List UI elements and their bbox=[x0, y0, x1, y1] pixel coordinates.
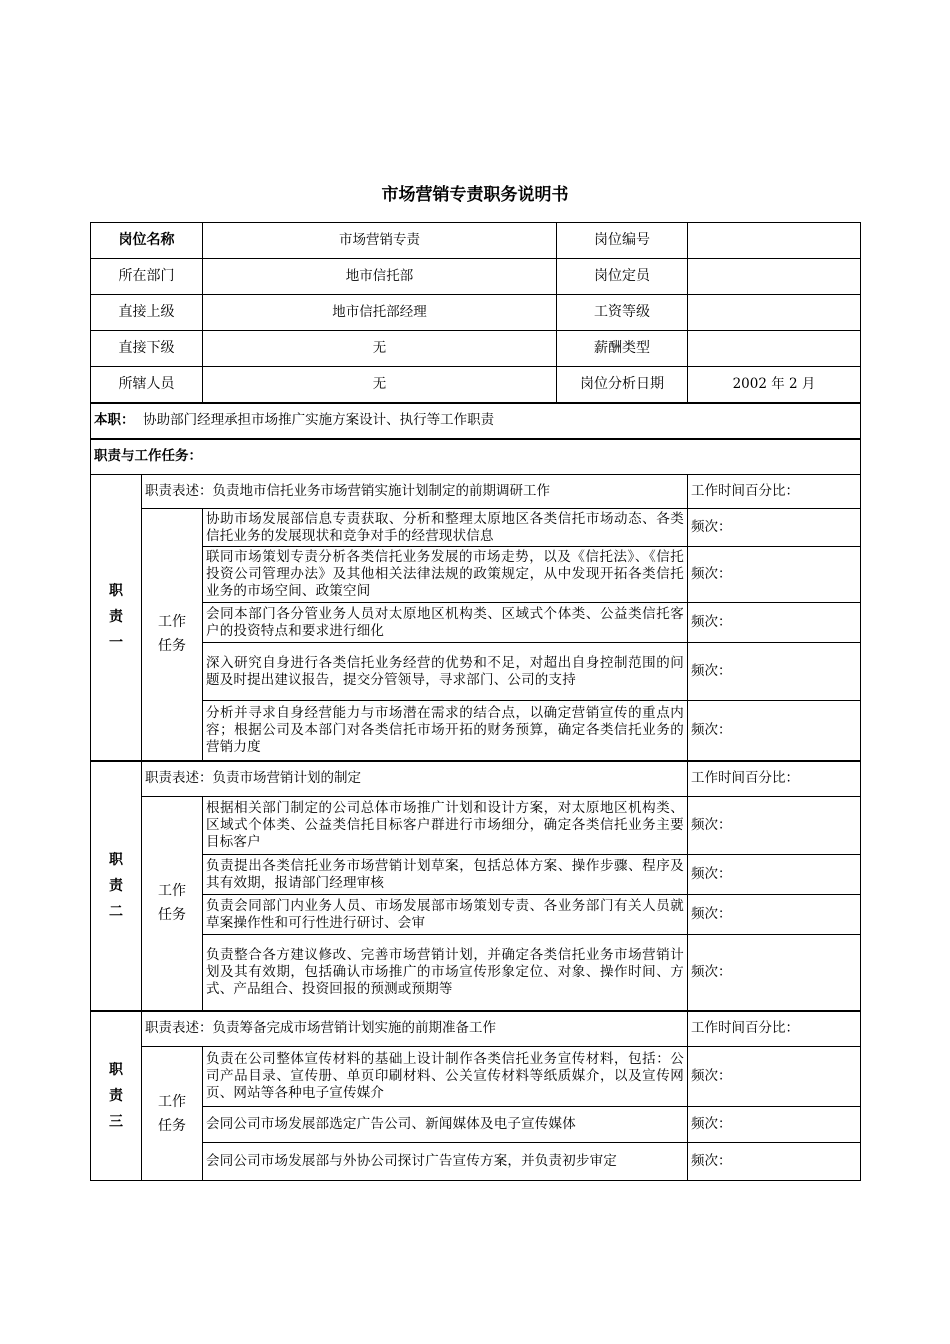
duty-1-desc: 职责表述：负责地市信托业务市场营销实施计划制定的前期调研工作 bbox=[142, 475, 688, 509]
job-name-label: 岗位名称 bbox=[91, 223, 203, 259]
duty-2-freq-2: 频次： bbox=[688, 855, 861, 895]
duty-2-label: 职 责 二 bbox=[91, 761, 142, 1011]
duty-2-time-pct: 工作时间百分比： bbox=[688, 761, 861, 797]
document-title: 市场营销专责职务说明书 bbox=[381, 185, 569, 205]
subordinate-label: 直接下级 bbox=[91, 331, 203, 367]
responsibilities-label: 职责与工作任务： bbox=[91, 439, 861, 475]
duty-2-task-4: 负责整合各方建议修改、完善市场营销计划，并确定各类信托业务市场营销计划及其有效期，包括确认市场推广的市场宣传形象定位、对象、操作时间、方式、产品组合、投资回报的预测或预期等 bbox=[203, 935, 688, 1011]
duty-3-task-3: 会同公司市场发展部与外协公司探讨广告宣传方案，并负责初步审定 bbox=[203, 1143, 688, 1181]
job-description-table bbox=[90, 222, 861, 1181]
duty-1-label: 职 责 一 bbox=[91, 475, 142, 761]
job-code-value bbox=[688, 223, 861, 259]
duty-3-freq-1: 频次： bbox=[688, 1047, 861, 1107]
duty-3-freq-2: 频次： bbox=[688, 1107, 861, 1143]
duty-2-task-3: 负责会同部门内业务人员、市场发展部市场策划专责、各业务部门有关人员就草案操作性和可行性进行研讨、会审 bbox=[203, 895, 688, 935]
pay-type-value bbox=[688, 331, 861, 367]
duty-2-freq-3: 频次： bbox=[688, 895, 861, 935]
quota-label: 岗位定员 bbox=[557, 259, 688, 295]
duty-3-desc: 职责表述：负责筹备完成市场营销计划实施的前期准备工作 bbox=[142, 1011, 688, 1047]
duty-1-freq-1: 频次： bbox=[688, 509, 861, 547]
superior-label: 直接上级 bbox=[91, 295, 203, 331]
quota-value bbox=[688, 259, 861, 295]
grade-label: 工资等级 bbox=[557, 295, 688, 331]
dept-label: 所在部门 bbox=[91, 259, 203, 295]
duty-3-task-2: 会同公司市场发展部选定广告公司、新闻媒体及电子宣传媒体 bbox=[203, 1107, 688, 1143]
duty-1-freq-5: 频次： bbox=[688, 701, 861, 761]
duty-1-time-pct: 工作时间百分比： bbox=[688, 475, 861, 509]
duty-3-freq-3: 频次： bbox=[688, 1143, 861, 1181]
duty-1-task-5: 分析并寻求自身经营能力与市场潜在需求的结合点，以确定营销宣传的重点内容；根据公司及本部门对各类信托市场开拓的财务预算，确定各类信托业务的营销力度 bbox=[203, 701, 688, 761]
analysis-date-value: 2002 年 2 月 bbox=[688, 367, 861, 403]
duty-3-task-1: 负责在公司整体宣传材料的基础上设计制作各类信托业务宣传材料，包括：公司产品目录、宣传册、单页印刷材料、公关宣传材料等纸质媒介，以及宣传网页、网站等各种电子宣传媒介 bbox=[203, 1047, 688, 1107]
duty-text: 协助部门经理承担市场推广实施方案设计、执行等工作职责 bbox=[143, 412, 495, 428]
duty-3-time-pct: 工作时间百分比： bbox=[688, 1011, 861, 1047]
pay-type-label: 薪酬类型 bbox=[557, 331, 688, 367]
subordinate-value: 无 bbox=[203, 331, 557, 367]
staff-label: 所辖人员 bbox=[91, 367, 203, 403]
duty-1-task-3: 会同本部门各分管业务人员对太原地区机构类、区域式个体类、公益类信托客户的投资特点和要求进行细化 bbox=[203, 603, 688, 643]
job-code-label: 岗位编号 bbox=[557, 223, 688, 259]
duty-2-task-1: 根据相关部门制定的公司总体市场推广计划和设计方案，对太原地区机构类、区域式个体类、公益类信托目标客户群进行市场细分，确定各类信托业务主要目标客户 bbox=[203, 797, 688, 855]
duty-2-desc: 职责表述：负责市场营销计划的制定 bbox=[142, 761, 688, 797]
duty-3-work-task-label: 工作 任务 bbox=[142, 1047, 203, 1181]
dept-value: 地市信托部 bbox=[203, 259, 557, 295]
duty-2-freq-1: 频次： bbox=[688, 797, 861, 855]
duty-1-work-task-label: 工作 任务 bbox=[142, 509, 203, 761]
duty-2-work-task-label: 工作 任务 bbox=[142, 797, 203, 1011]
duty-3-label: 职 责 三 bbox=[91, 1011, 142, 1181]
analysis-date-label: 岗位分析日期 bbox=[557, 367, 688, 403]
duty-2-freq-4: 频次： bbox=[688, 935, 861, 1011]
job-name-value: 市场营销专责 bbox=[203, 223, 557, 259]
staff-value: 无 bbox=[203, 367, 557, 403]
superior-value: 地市信托部经理 bbox=[203, 295, 557, 331]
duty-1-task-4: 深入研究自身进行各类信托业务经营的优势和不足，对超出自身控制范围的问题及时提出建议报告，提交分管领导，寻求部门、公司的支持 bbox=[203, 643, 688, 701]
duty-1-freq-4: 频次： bbox=[688, 643, 861, 701]
duty-1-task-1: 协助市场发展部信息专责获取、分析和整理太原地区各类信托市场动态、各类信托业务的发展现状和竞争对手的经营现状信息 bbox=[203, 509, 688, 547]
grade-value bbox=[688, 295, 861, 331]
duty-1-freq-3: 频次： bbox=[688, 603, 861, 643]
duty-1-freq-2: 频次： bbox=[688, 547, 861, 603]
duty-1-task-2: 联同市场策划专责分析各类信托业务发展的市场走势，以及《信托法》、《信托投资公司管理办法》及其他相关法律法规的政策规定，从中发现开拓各类信托业务的市场空间、政策空间 bbox=[203, 547, 688, 603]
duty-2-task-2: 负责提出各类信托业务市场营销计划草案，包括总体方案、操作步骤、程序及其有效期，报请部门经理审核 bbox=[203, 855, 688, 895]
duty-label: 本职： bbox=[94, 412, 135, 428]
duty-row bbox=[91, 403, 861, 439]
